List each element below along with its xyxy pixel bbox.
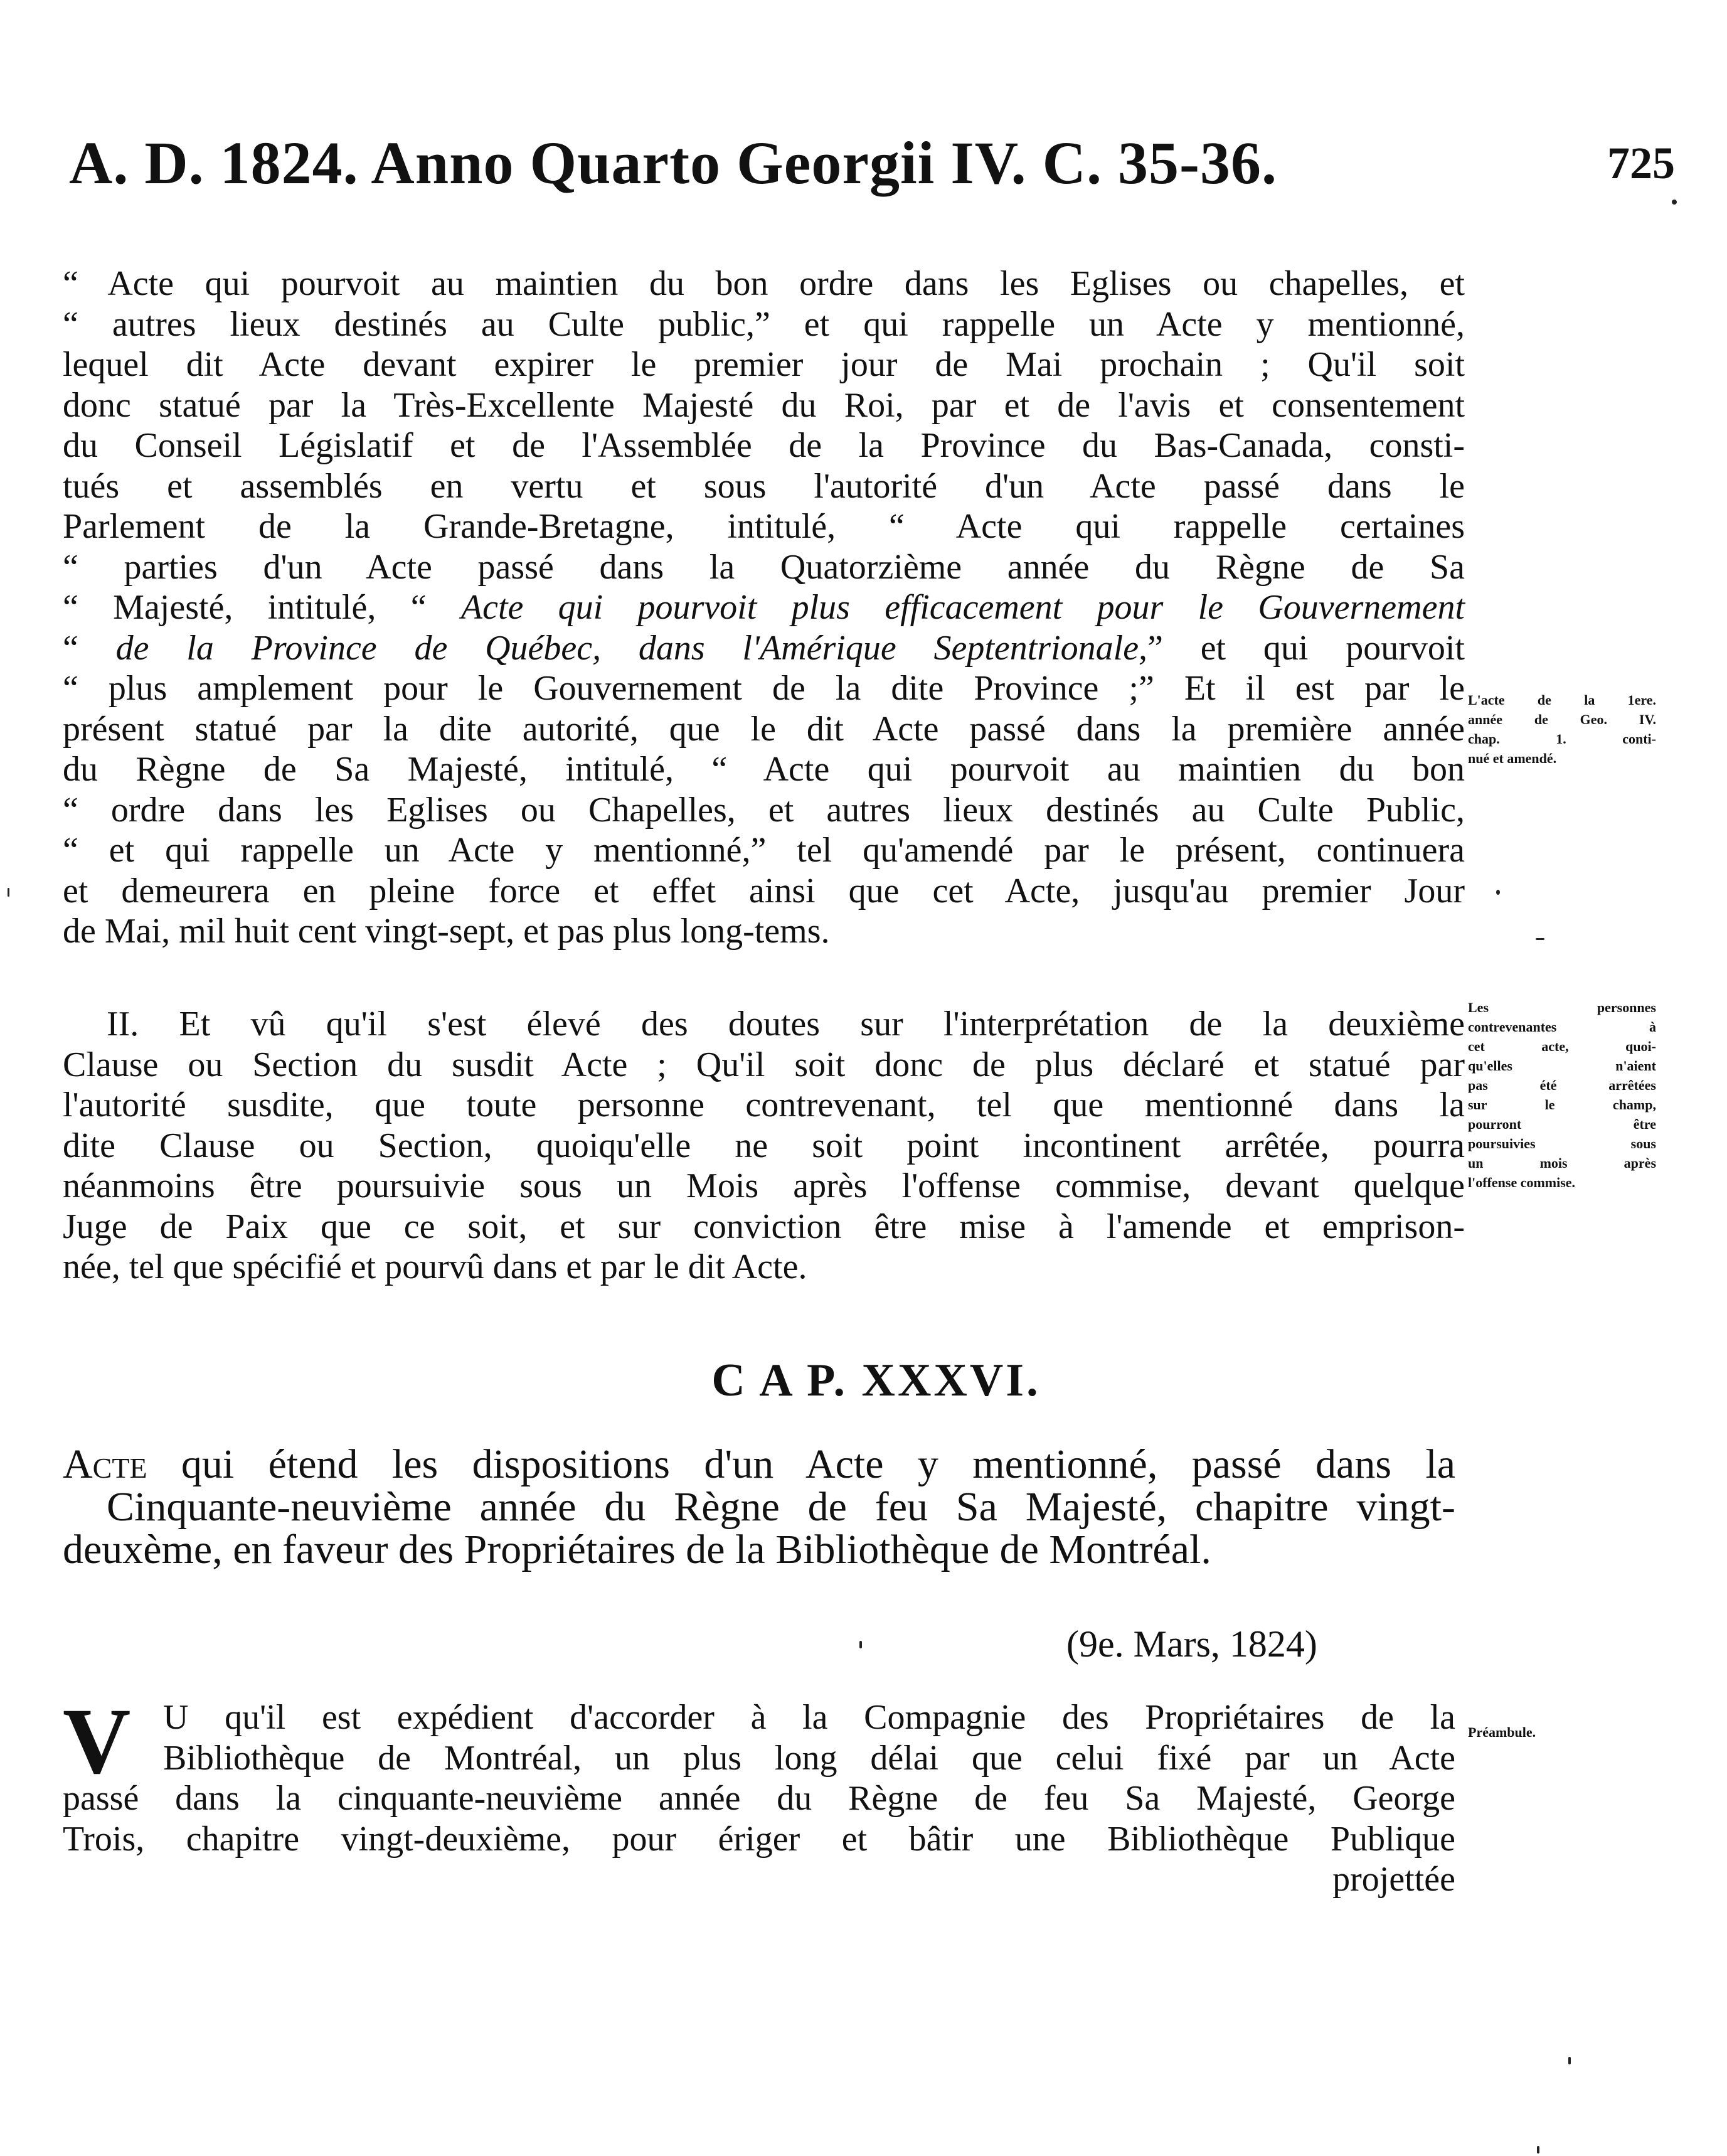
text-line: Juge de Paix que ce soit, et sur conviction être mise à l'amende et emprison-: [63, 1207, 1465, 1246]
text-line: de Mai, mil huit cent vingt-sept, et pas plus long-tems.: [63, 912, 830, 951]
print-speck: [1537, 2146, 1539, 2153]
margin-note-offenders: [1468, 998, 1656, 1192]
text-line: l'autorité susdite, que toute personne contrevenant, tel que mentionné dans la: [63, 1086, 1465, 1124]
note-line: contrevenantes à: [1468, 1019, 1656, 1035]
note-line: poursuivies sous: [1468, 1136, 1656, 1151]
print-speck: [8, 888, 9, 897]
text-line: II. Et vû qu'il s'est élevé des doutes sur l'interprétation de la deuxième: [107, 1005, 1465, 1043]
text-line: lequel dit Acte devant expirer le premier jour de Mai prochain ; Qu'il soit: [63, 345, 1465, 384]
text-segment: ” et qui pourvoit: [1147, 628, 1465, 668]
italic-title: de la Province de Québec, dans l'Amérique Septentrionale,: [115, 628, 1148, 668]
print-speck: [1672, 200, 1677, 205]
text-line: passé dans la cinquante-neuvième année du Règne de feu Sa Majesté, George: [63, 1779, 1455, 1818]
text-line: Parlement de la Grande-Bretagne, intitulé, “ Acte qui rappelle certaines: [63, 507, 1465, 546]
text-line: “ plus amplement pour le Gouvernement de la dite Province ;” Et il est par le: [63, 669, 1465, 708]
text-segment: “: [63, 628, 116, 668]
text-line: “ autres lieux destinés au Culte public,” et qui rappelle un Acte y mentionné,: [63, 304, 1465, 344]
margin-note-continued-act: [1468, 690, 1656, 768]
italic-title: Acte qui pourvoit plus efficacement pour le Gouvernement: [460, 588, 1465, 627]
title-line: [63, 1443, 1455, 1486]
text-line: du Règne de Sa Majesté, intitulé, “ Acte qui pourvoit au maintien du bon: [63, 750, 1465, 789]
act-title: [63, 1443, 1455, 1571]
text-line: “ Acte qui pourvoit au maintien du bon ordre dans les Eglises ou chapelles, et: [63, 264, 1465, 303]
text-line: projettée: [1332, 1860, 1455, 1899]
print-speck: [859, 1641, 862, 1648]
text-line: présent statué par la dite autorité, que le dit Acte passé dans la première année: [63, 709, 1465, 749]
text-line: néanmoins être poursuivie sous un Mois après l'offense commise, devant quelque: [63, 1166, 1465, 1205]
text-line: du Conseil Législatif et de l'Assemblée de la Province du Bas-Canada, consti-: [63, 426, 1465, 465]
title-line: Cinquante-neuvième année du Règne de feu Sa Majesté, chapitre vingt-: [107, 1484, 1455, 1530]
note-line: l'offense commise.: [1468, 1175, 1576, 1190]
preamble-paragraph: [63, 1689, 1455, 1900]
page-header: [69, 122, 1675, 210]
text-line: Clause ou Section du susdit Acte ; Qu'il soit donc de plus déclaré et statué par: [63, 1045, 1465, 1084]
text-line-italic: [63, 587, 1465, 628]
section-ii-paragraph: [63, 1004, 1465, 1288]
title-first-word: Acte: [63, 1441, 147, 1487]
text-line: donc statué par la Très-Excellente Majesté du Roi, par et de l'avis et consentement: [63, 385, 1465, 425]
note-line: Préambule.: [1468, 1724, 1536, 1740]
text-segment: “ Majesté, intitulé, “: [63, 588, 461, 627]
text-line: Bibliothèque de Montréal, un plus long délai que celui fixé par un Acte: [163, 1738, 1455, 1778]
drop-cap: V: [63, 1689, 131, 1793]
title-line: deuxème, en faveur des Propriétaires de la Bibliothèque de Montréal.: [63, 1527, 1211, 1572]
print-speck: [1568, 2057, 1571, 2064]
text-line: Trois, chapitre vingt-deuxième, pour ériger et bâtir une Bibliothèque Publique: [63, 1819, 1455, 1859]
note-line: un mois après: [1468, 1155, 1656, 1171]
note-line: L'acte de la 1ere.: [1468, 692, 1656, 708]
act-date: (9e. Mars, 1824): [1066, 1623, 1317, 1665]
note-line: Les personnes: [1468, 1000, 1656, 1015]
note-line: pas été arrêtées: [1468, 1077, 1656, 1093]
text-line: U qu'il est expédient d'accorder à la Compagnie des Propriétaires de la: [163, 1698, 1455, 1737]
title-segment: qui étend les dispositions d'un Acte y mentionné, passé dans la: [147, 1441, 1455, 1487]
margin-note-preamble: [1468, 1722, 1656, 1742]
chapter-heading: C A P. XXXVI.: [711, 1355, 1041, 1406]
text-line: “ ordre dans les Eglises ou Chapelles, et autres lieux destinés au Culte Public,: [63, 790, 1465, 830]
note-line: cet acte, quoi-: [1468, 1038, 1656, 1054]
text-line-italic: [63, 628, 1465, 669]
running-title: A. D. 1824. Anno Quarto Georgii IV. C. 35-36.: [69, 129, 1277, 196]
paragraph-continuation: [63, 264, 1465, 952]
text-line: “ et qui rappelle un Acte y mentionné,” tel qu'amendé par le présent, continuera: [63, 831, 1465, 870]
print-speck: [1536, 938, 1544, 940]
text-line: “ parties d'un Acte passé dans la Quatorzième année du Règne de Sa: [63, 547, 1465, 587]
note-line: sur le champ,: [1468, 1097, 1656, 1113]
text-line: tués et assemblés en vertu et sous l'autorité d'un Acte passé dans le: [63, 466, 1465, 506]
text-line: dite Clause ou Section, quoiqu'elle ne soit point incontinent arrêtée, pourra: [63, 1126, 1465, 1165]
text-line: et demeurera en pleine force et effet ainsi que cet Acte, jusqu'au premier Jour: [63, 871, 1465, 910]
page-number: 725: [1607, 138, 1675, 188]
note-line: pourront être: [1468, 1116, 1656, 1132]
text-line: née, tel que spécifié et pourvû dans et par le dit Acte.: [63, 1247, 807, 1286]
note-line: nué et amendé.: [1468, 750, 1557, 766]
note-line: chap. 1. conti-: [1468, 731, 1656, 747]
note-line: qu'elles n'aient: [1468, 1058, 1656, 1074]
note-line: année de Geo. IV.: [1468, 712, 1656, 727]
print-speck: [1496, 890, 1500, 895]
